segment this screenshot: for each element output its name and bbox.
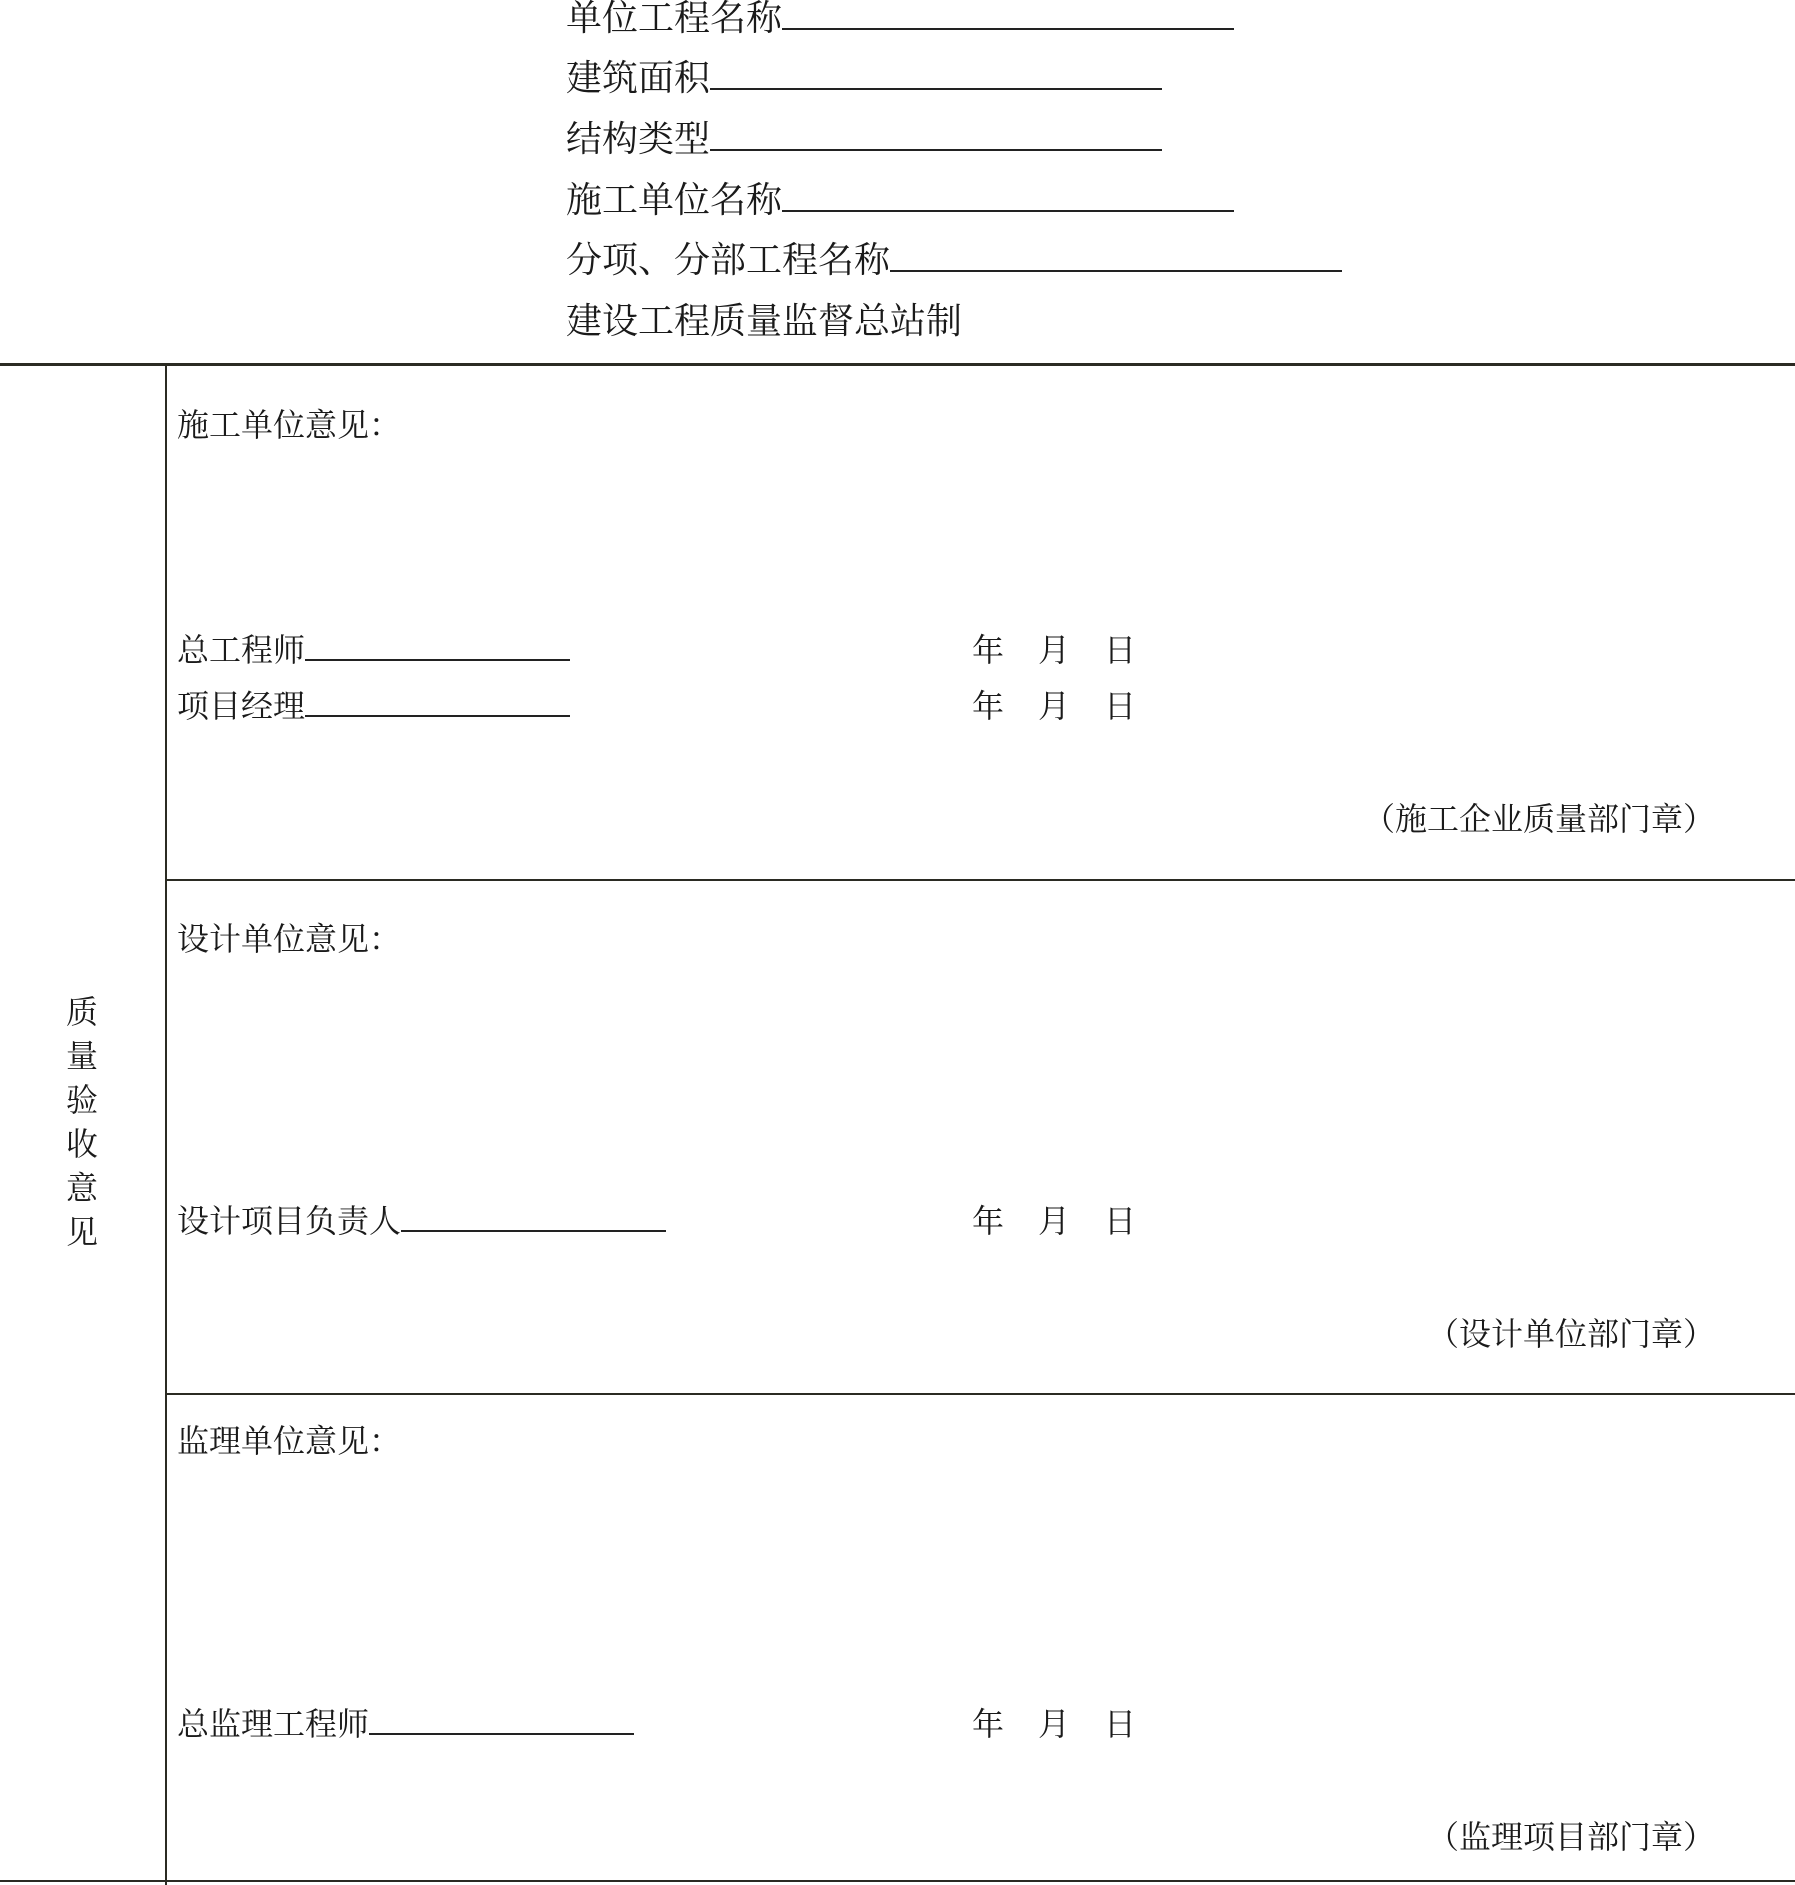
building-area-blank[interactable] — [710, 58, 1162, 90]
supervision-stamp-note: （监理项目部门章） — [1426, 1818, 1715, 1856]
subproject-name-field — [566, 240, 1342, 282]
date-month: 月 — [1038, 631, 1071, 669]
chief-supervisor-label: 总监理工程师 — [177, 1705, 370, 1743]
project-manager-label: 项目经理 — [177, 687, 306, 725]
date-year: 年 — [972, 631, 1005, 669]
chief-supervisor-date — [972, 1705, 1170, 1743]
chief-supervisor-signature — [177, 1705, 634, 1743]
table-top-border — [0, 363, 1795, 366]
date-day: 日 — [1104, 1202, 1137, 1240]
side-label-char: 收 — [65, 1125, 98, 1163]
table-bottom-border — [0, 1880, 1795, 1882]
side-label-char: 见 — [65, 1213, 98, 1251]
date-year: 年 — [972, 1705, 1005, 1743]
design-lead-blank[interactable] — [401, 1202, 666, 1232]
chief-supervisor-blank[interactable] — [369, 1705, 634, 1735]
chief-engineer-signature — [177, 631, 570, 669]
unit-project-name-field — [566, 0, 1234, 40]
design-lead-signature — [177, 1202, 666, 1240]
side-label-char: 质 — [65, 993, 98, 1031]
unit-project-name-blank[interactable] — [782, 0, 1234, 30]
building-area-label: 建筑面积 — [566, 58, 711, 99]
date-day: 日 — [1104, 1705, 1137, 1743]
chief-engineer-blank[interactable] — [305, 631, 570, 661]
construction-unit-name-field — [566, 180, 1234, 222]
side-label-char: 意 — [65, 1169, 98, 1207]
design-stamp-note: （设计单位部门章） — [1426, 1315, 1715, 1353]
date-day: 日 — [1104, 687, 1137, 725]
building-area-field — [566, 58, 1162, 100]
project-manager-blank[interactable] — [305, 687, 570, 717]
construction-opinion-title: 施工单位意见： — [177, 406, 402, 444]
construction-unit-name-label: 施工单位名称 — [566, 180, 783, 221]
subproject-name-blank[interactable] — [890, 240, 1342, 272]
side-label-char: 验 — [65, 1081, 98, 1119]
design-lead-date — [972, 1202, 1170, 1240]
design-lead-label: 设计项目负责人 — [177, 1202, 402, 1240]
unit-project-name-label: 单位工程名称 — [566, 0, 783, 39]
construction-stamp-note: （施工企业质量部门章） — [1362, 800, 1715, 838]
issuer-text: 建设工程质量监督总站制 — [566, 301, 963, 342]
construction-unit-name-blank[interactable] — [782, 180, 1234, 212]
chief-engineer-label: 总工程师 — [177, 631, 306, 669]
date-month: 月 — [1038, 687, 1071, 725]
subproject-name-label: 分项、分部工程名称 — [566, 240, 891, 281]
project-manager-date — [972, 687, 1170, 725]
supervision-opinion-title: 监理单位意见： — [177, 1422, 402, 1460]
chief-engineer-date — [972, 631, 1170, 669]
table-column-divider — [165, 364, 167, 1885]
date-day: 日 — [1104, 631, 1137, 669]
structure-type-field — [566, 119, 1162, 161]
row-divider-1 — [166, 879, 1795, 881]
date-month: 月 — [1038, 1705, 1071, 1743]
date-year: 年 — [972, 687, 1005, 725]
date-year: 年 — [972, 1202, 1005, 1240]
side-label-char: 量 — [65, 1037, 98, 1075]
structure-type-label: 结构类型 — [566, 119, 711, 160]
design-opinion-title: 设计单位意见： — [177, 920, 402, 958]
date-month: 月 — [1038, 1202, 1071, 1240]
row-divider-2 — [166, 1393, 1795, 1395]
quality-acceptance-opinion-label — [62, 990, 102, 1254]
structure-type-blank[interactable] — [710, 119, 1162, 151]
project-manager-signature — [177, 687, 570, 725]
